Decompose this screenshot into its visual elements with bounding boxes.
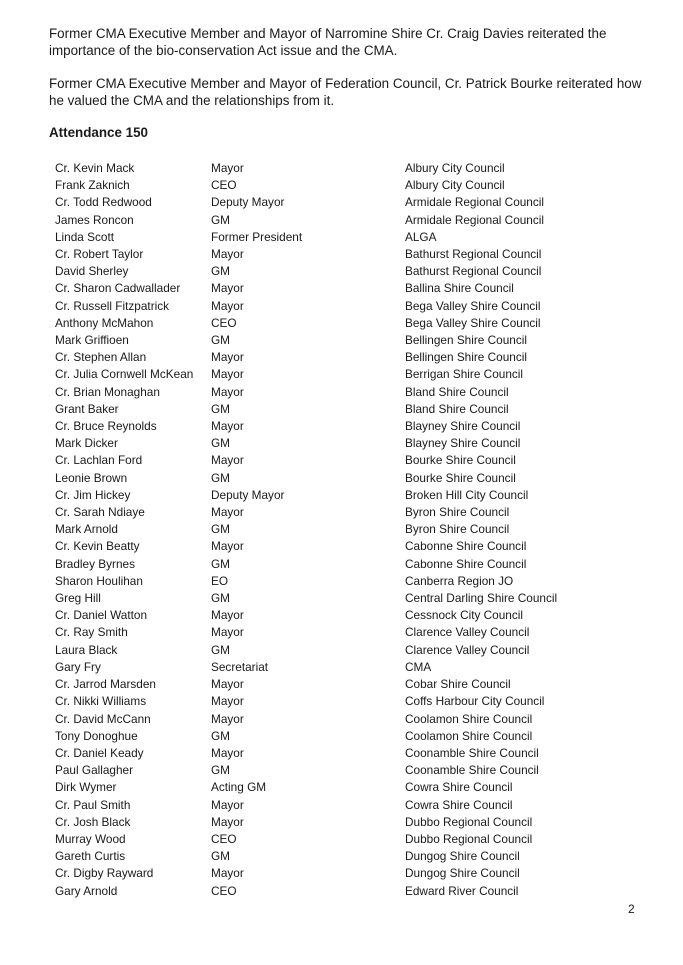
attendee-name: Cr. Todd Redwood	[55, 195, 152, 210]
attendee-name: Murray Wood	[55, 831, 126, 846]
table-row	[55, 762, 605, 779]
attendee-organisation: Cowra Shire Council	[405, 797, 513, 812]
attendee-role: CEO	[211, 831, 237, 846]
attendee-organisation: Edward River Council	[405, 883, 519, 898]
attendee-role: GM	[211, 212, 231, 227]
attendee-name: Cr. Kevin Mack	[55, 161, 135, 175]
table-row	[55, 280, 605, 297]
attendee-role: GM	[211, 436, 231, 451]
attendee-role: Mayor	[211, 677, 244, 692]
attendee-organisation: Blayney Shire Council	[405, 419, 521, 434]
attendee-organisation: Byron Shire Council	[405, 505, 510, 520]
attendee-role: Mayor	[211, 814, 244, 829]
table-row	[55, 435, 605, 452]
table-row	[55, 366, 605, 383]
attendee-role: Mayor	[211, 505, 244, 520]
attendee-organisation: Dubbo Regional Council	[405, 814, 533, 829]
table-row	[55, 693, 605, 710]
attendee-name: Linda Scott	[55, 229, 115, 244]
attendee-name: Cr. Josh Black	[55, 814, 131, 829]
attendee-role: Mayor	[211, 711, 244, 726]
attendee-organisation: Dungog Shire Council	[405, 866, 520, 881]
attendee-role: Mayor	[211, 539, 244, 554]
attendee-organisation: Clarence Valley Council	[405, 625, 530, 640]
attendee-role: Mayor	[211, 453, 244, 468]
attendee-name: Cr. Julia Cornwell McKean	[55, 367, 194, 382]
attendee-organisation: Dubbo Regional Council	[405, 831, 533, 846]
table-row	[55, 711, 605, 728]
table-row	[55, 814, 605, 831]
attendee-role: Acting GM	[211, 780, 267, 795]
table-row	[55, 487, 605, 504]
page-number: 2	[628, 902, 635, 916]
attendee-name: Gary Arnold	[55, 883, 118, 898]
attendee-role: GM	[211, 333, 231, 348]
attendee-organisation: Central Darling Shire Council	[405, 591, 558, 606]
attendee-organisation: Broken Hill City Council	[405, 487, 529, 502]
table-row	[55, 797, 605, 814]
attendee-name: Cr. Sharon Cadwallader	[55, 281, 181, 296]
attendee-organisation: CMA	[405, 659, 432, 674]
attendee-name: Cr. Sarah Ndiaye	[55, 505, 145, 520]
attendee-organisation: Armidale Regional Council	[405, 195, 545, 210]
attendee-name: Cr. Ray Smith	[55, 625, 128, 640]
attendee-organisation: Albury City Council	[405, 161, 505, 175]
table-row	[55, 177, 605, 194]
attendee-name: David Sherley	[55, 264, 129, 279]
attendee-name: Grant Baker	[55, 401, 119, 416]
attendee-organisation: Bellingen Shire Council	[405, 333, 527, 348]
attendee-role: GM	[211, 763, 231, 778]
attendee-role: Mayor	[211, 384, 244, 399]
attendee-name: Sharon Houlihan	[55, 573, 143, 588]
attendee-name: Anthony McMahon	[55, 315, 154, 330]
attendee-name: Cr. Brian Monaghan	[55, 384, 160, 399]
attendee-role: Mayor	[211, 608, 244, 623]
attendee-role: Deputy Mayor	[211, 487, 285, 502]
attendee-organisation: Cessnock City Council	[405, 608, 524, 623]
attendee-name: Leonie Brown	[55, 470, 128, 485]
attendee-organisation: Coffs Harbour City Council	[405, 694, 545, 709]
attendee-role: CEO	[211, 315, 237, 330]
table-row	[55, 590, 605, 607]
attendee-name: Cr. Bruce Reynolds	[55, 419, 157, 434]
attendee-name: Cr. Nikki Williams	[55, 694, 147, 709]
table-row	[55, 883, 605, 900]
table-row	[55, 573, 605, 590]
attendee-name: Gary Fry	[55, 659, 101, 674]
table-row	[55, 212, 605, 229]
attendee-role: Mayor	[211, 625, 244, 640]
attendee-role: GM	[211, 522, 231, 537]
attendee-organisation: Albury City Council	[405, 178, 505, 193]
attendee-organisation: Bega Valley Shire Council	[405, 298, 541, 313]
attendee-organisation: Coolamon Shire Council	[405, 728, 533, 743]
attendee-name: Cr. Digby Rayward	[55, 866, 154, 881]
attendee-organisation: Coonamble Shire Council	[405, 763, 539, 778]
attendee-role: Mayor	[211, 247, 244, 262]
attendee-organisation: Bathurst Regional Council	[405, 247, 542, 262]
attendee-organisation: Bland Shire Council	[405, 384, 509, 399]
table-row	[55, 865, 605, 882]
table-row	[55, 831, 605, 848]
attendee-name: Tony Donoghue	[55, 728, 138, 743]
attendance-table	[55, 160, 605, 900]
attendance-table-body	[55, 160, 605, 900]
attendee-organisation: ALGA	[405, 229, 437, 244]
attendee-organisation: Bourke Shire Council	[405, 453, 516, 468]
attendee-role: GM	[211, 556, 231, 571]
attendee-organisation: Cabonne Shire Council	[405, 539, 527, 554]
attendee-name: Cr. Russell Fitzpatrick	[55, 298, 170, 313]
attendee-name: Mark Arnold	[55, 522, 118, 537]
attendee-role: GM	[211, 642, 231, 657]
table-row	[55, 607, 605, 624]
attendee-role: Mayor	[211, 419, 244, 434]
attendee-name: Cr. Daniel Watton	[55, 608, 148, 623]
table-row	[55, 194, 605, 211]
attendee-organisation: Bland Shire Council	[405, 401, 509, 416]
table-row	[55, 384, 605, 401]
attendee-role: CEO	[211, 178, 237, 193]
table-row	[55, 659, 605, 676]
attendee-role: GM	[211, 470, 231, 485]
attendee-role: GM	[211, 264, 231, 279]
attendee-name: Cr. Kevin Beatty	[55, 539, 140, 554]
attendee-role: Former President	[211, 229, 303, 244]
table-row	[55, 349, 605, 366]
attendee-role: Deputy Mayor	[211, 195, 285, 210]
attendee-name: Cr. Lachlan Ford	[55, 453, 143, 468]
attendee-role: Mayor	[211, 350, 244, 365]
attendee-role: Mayor	[211, 797, 244, 812]
attendee-name: Cr. David McCann	[55, 711, 151, 726]
table-row	[55, 624, 605, 641]
table-row	[55, 538, 605, 555]
table-row	[55, 298, 605, 315]
attendee-role: Secretariat	[211, 659, 269, 674]
table-row	[55, 848, 605, 865]
table-row	[55, 332, 605, 349]
attendee-name: Cr. Paul Smith	[55, 797, 131, 812]
attendee-name: Laura Black	[55, 642, 118, 657]
attendee-name: Cr. Robert Taylor	[55, 247, 144, 262]
attendee-organisation: Bourke Shire Council	[405, 470, 516, 485]
attendee-role: Mayor	[211, 281, 244, 296]
attendee-name: Cr. Jim Hickey	[55, 487, 131, 502]
attendee-role: CEO	[211, 883, 237, 898]
attendee-role: Mayor	[211, 367, 244, 382]
attendee-role: Mayor	[211, 161, 244, 175]
attendee-name: Greg Hill	[55, 591, 101, 606]
attendee-organisation: Canberra Region JO	[405, 573, 514, 588]
attendee-organisation: Cabonne Shire Council	[405, 556, 527, 571]
attendee-role: GM	[211, 401, 231, 416]
attendee-name: Paul Gallagher	[55, 763, 134, 778]
attendee-organisation: Bega Valley Shire Council	[405, 315, 541, 330]
paragraph-craig-davies: Former CMA Executive Member and Mayor of Narromine Shire Cr. Craig Davies reiterated the importance of the bio-conservation Act issue and the CMA.	[49, 26, 607, 58]
attendee-organisation: Berrigan Shire Council	[405, 367, 524, 382]
attendee-organisation: Bellingen Shire Council	[405, 350, 527, 365]
attendee-organisation: Coolamon Shire Council	[405, 711, 533, 726]
attendee-organisation: Dungog Shire Council	[405, 849, 520, 864]
attendee-role: GM	[211, 849, 231, 864]
attendee-role: Mayor	[211, 298, 244, 313]
attendee-name: Mark Griffioen	[55, 333, 129, 348]
table-row	[55, 229, 605, 246]
attendee-organisation: Bathurst Regional Council	[405, 264, 542, 279]
attendee-name: Cr. Daniel Keady	[55, 745, 144, 760]
table-row	[55, 452, 605, 469]
paragraph-patrick-bourke: Former CMA Executive Member and Mayor of Federation Council, Cr. Patrick Bourke reiterated how he valued the CMA and the relationships from it.	[49, 76, 642, 108]
table-row	[55, 642, 605, 659]
attendee-role: GM	[211, 591, 231, 606]
attendee-name: Gareth Curtis	[55, 849, 126, 864]
table-row	[55, 504, 605, 521]
attendee-organisation: Ballina Shire Council	[405, 281, 514, 296]
attendee-role: Mayor	[211, 866, 244, 881]
attendee-name: Cr. Jarrod Marsden	[55, 677, 156, 692]
attendee-name: Frank Zaknich	[55, 178, 130, 193]
table-row	[55, 779, 605, 796]
attendee-name: Bradley Byrnes	[55, 556, 135, 571]
attendance-heading: Attendance 150	[49, 125, 148, 140]
table-row	[55, 728, 605, 745]
table-row	[55, 401, 605, 418]
table-row	[55, 315, 605, 332]
attendee-name: Dirk Wymer	[55, 780, 117, 795]
attendee-organisation: Coonamble Shire Council	[405, 745, 539, 760]
attendee-name: James Roncon	[55, 212, 134, 227]
attendee-role: EO	[211, 573, 229, 588]
table-row	[55, 556, 605, 573]
table-row	[55, 418, 605, 435]
table-row	[55, 246, 605, 263]
table-row	[55, 470, 605, 487]
attendee-role: Mayor	[211, 745, 244, 760]
attendee-organisation: Clarence Valley Council	[405, 642, 530, 657]
attendee-organisation: Cobar Shire Council	[405, 677, 511, 692]
table-row	[55, 263, 605, 280]
table-row	[55, 160, 605, 177]
table-row	[55, 676, 605, 693]
table-row	[55, 521, 605, 538]
attendee-role: Mayor	[211, 694, 244, 709]
table-row	[55, 745, 605, 762]
attendee-organisation: Byron Shire Council	[405, 522, 510, 537]
attendee-role: GM	[211, 728, 231, 743]
attendee-organisation: Blayney Shire Council	[405, 436, 521, 451]
attendee-organisation: Cowra Shire Council	[405, 780, 513, 795]
attendee-organisation: Armidale Regional Council	[405, 212, 545, 227]
attendee-name: Mark Dicker	[55, 436, 118, 451]
attendee-name: Cr. Stephen Allan	[55, 350, 147, 365]
